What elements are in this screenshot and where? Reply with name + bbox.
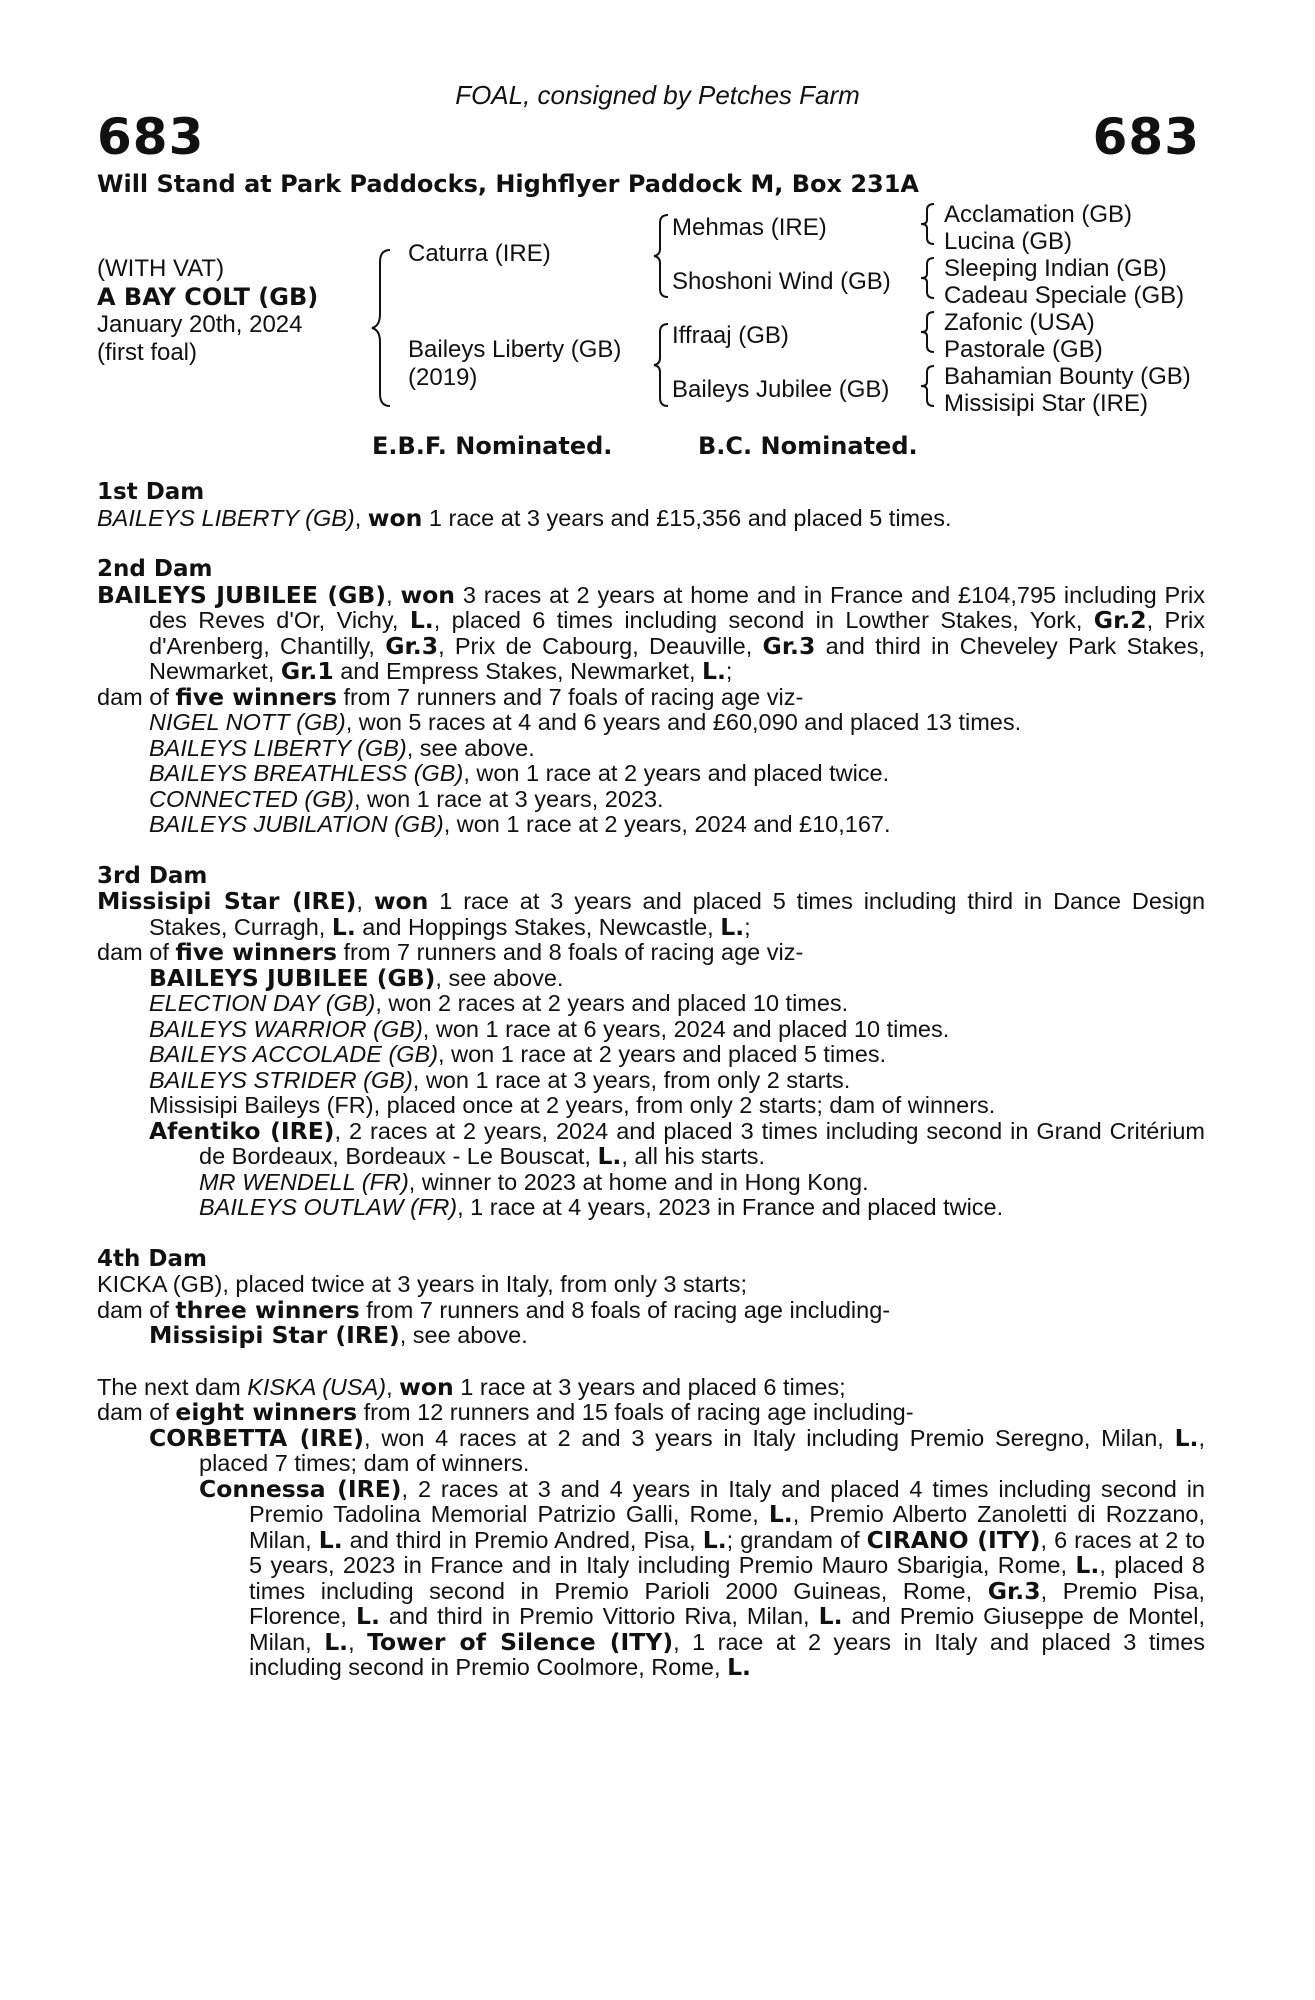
listed-mark: L. (597, 1142, 622, 1170)
sire-sire-sire: Acclamation (GB) (944, 201, 1133, 228)
consignor-line: FOAL, consigned by Petches Farm (455, 80, 860, 110)
text: , 2 races at 2 years, 2024 and placed 3 times including second in Grand Critérium de Bordeaux, Bordeaux - Le Bouscat, (199, 1117, 1205, 1169)
dam-sire: Iffraaj (GB) (672, 322, 789, 349)
won-label: won (373, 887, 429, 915)
dam-dam-dam: Missisipi Star (IRE) (944, 390, 1149, 417)
second-dam-record: BAILEYS JUBILEE (GB), won 3 races at 2 years at home and in France and £104,795 including Prix des Reves d'Or, Vichy, L., placed 6 times including second in Lowther Stakes, York, Gr.2, Prix d'Arenberg, Chantilly, Gr.3, Prix de Cabourg, Deauville, Gr.3 and third in Cheveley Park Stakes, Newmarket, Gr.1 and Empress Stakes, Newmarket, L.; (97, 580, 1206, 685)
dam-dam: Baileys Jubilee (GB) (672, 376, 890, 403)
text: , won 1 race at 3 years, from only 2 starts. (412, 1066, 851, 1093)
produce-item (97, 1423, 1205, 1477)
horse-name: BAILEYS JUBILATION (GB) (149, 811, 444, 837)
listed-mark: L. (768, 1500, 793, 1528)
foal-info (97, 255, 318, 367)
horse-name: BAILEYS JUBILEE (GB) (149, 963, 436, 992)
won-label: won (399, 1372, 454, 1401)
dam-year: (2019) (408, 364, 478, 391)
produce-item (97, 1323, 1205, 1349)
horse-name: BAILEYS WARRIOR (GB) (149, 1015, 423, 1042)
text: dam of (97, 939, 176, 965)
text: , see above. (406, 734, 535, 761)
winners-count: five winners (175, 938, 337, 966)
pedigree-brace-g3-4 (918, 364, 938, 408)
text: , placed 8 times including second in Premio Parioli 2000 Guineas, Rome, (249, 1552, 1205, 1604)
second-dam-name: BAILEYS JUBILEE (GB) (97, 580, 387, 609)
text: from 7 runners and 8 foals of racing age including- (359, 1296, 891, 1323)
listed-mark: L. (1075, 1551, 1100, 1579)
pedigree-brace-main (368, 248, 398, 408)
text: , 2 races at 3 and 4 years in Italy and placed 4 times including second in Premio Tadolina Memorial Patrizio Galli, Rome, (249, 1475, 1205, 1527)
foal-note: (first foal) (97, 339, 198, 366)
text: , (348, 1628, 368, 1655)
text: , placed 6 times including second in Lowther Stakes, York, (433, 607, 1094, 633)
fourth-dam-record: KICKA (GB), placed twice at 3 years in Italy, from only 3 starts; (97, 1271, 747, 1297)
produce-item (97, 710, 1205, 736)
listed-mark: L. (318, 1525, 343, 1554)
horse-name: Missisipi Star (IRE) (149, 1321, 400, 1349)
text: dam of (97, 683, 176, 710)
text: and third in Premio Vittorio Riva, Milan, (379, 1603, 819, 1629)
won-label: won (367, 503, 423, 532)
listed-mark: L. (720, 912, 745, 941)
text: , won 5 races at 4 and 6 years and £60,090 and placed 13 times. (345, 709, 1022, 735)
winners-count: eight winners (175, 1398, 358, 1426)
first-dam-heading: 1st Dam (97, 479, 205, 505)
horse-name: BAILEYS OUTLAW (FR) (199, 1194, 458, 1220)
listed-mark: L. (702, 1525, 727, 1554)
lot-number-left: 683 (97, 108, 205, 166)
text: and third in Cheveley Park Stakes, Newmarket, (149, 632, 1205, 684)
text: , won 2 races at 2 years and placed 10 times. (375, 990, 849, 1016)
sire-dam-sire: Sleeping Indian (GB) (944, 255, 1167, 282)
sire-sire-dam: Lucina (GB) (944, 228, 1073, 255)
dam-sire-sire: Zafonic (USA) (944, 309, 1095, 336)
horse-name: ELECTION DAY (GB) (149, 990, 376, 1016)
listed-mark: L. (331, 912, 356, 941)
third-dam-record: Missisipi Star (IRE), won 1 race at 3 years and placed 5 times including third in Dance Design Stakes, Curragh, L. and Hoppings Stakes, Newcastle, L.; (97, 887, 1206, 941)
text: and Hoppings Stakes, Newcastle, (355, 913, 721, 940)
listed-mark: L. (727, 1653, 751, 1681)
next-dam-name: KISKA (USA) (247, 1373, 387, 1400)
pedigree-brace-g3-2 (918, 256, 938, 300)
text: , placed 7 times; dam of winners. (199, 1424, 1205, 1476)
text: and third in Premio Andred, Pisa, (342, 1526, 703, 1553)
pedigree-brace-g3-3 (918, 310, 938, 354)
winners-count: three winners (175, 1295, 360, 1324)
text: dam of (97, 1399, 176, 1425)
text: , won 1 race at 3 years, 2023. (353, 785, 664, 812)
text: ; (744, 913, 751, 940)
bc-nominated: B.C. Nominated. (698, 432, 918, 460)
produce-item (97, 963, 1205, 992)
produce-item (97, 1017, 1205, 1043)
sire: Caturra (IRE) (408, 240, 551, 267)
third-dam-produce-summary (97, 940, 1205, 966)
listed-mark: L. (409, 606, 434, 634)
horse-name: NIGEL NOTT (GB) (149, 709, 346, 735)
text: ; grandam of (726, 1526, 867, 1553)
next-dam-produce-summary (97, 1400, 1205, 1426)
horse-name: Afentiko (IRE) (149, 1116, 335, 1145)
dam-sire-dam: Pastorale (GB) (944, 336, 1103, 363)
text: , won 4 races at 2 and 3 years in Italy including Premio Seregno, Milan, (364, 1424, 1175, 1451)
horse-name: MR WENDELL (FR) (199, 1168, 409, 1195)
text: from 7 runners and 7 foals of racing age viz- (336, 683, 804, 710)
text: from 12 runners and 15 foals of racing age including- (357, 1399, 914, 1425)
grand-produce-item (97, 1170, 1205, 1196)
dam: Baileys Liberty (GB) (408, 336, 622, 363)
text: , won 1 race at 2 years and placed twice. (463, 760, 890, 786)
horse-name: CIRANO (ITY) (866, 1525, 1041, 1554)
vat-note: (WITH VAT) (97, 255, 225, 282)
third-dam-name: Missisipi Star (IRE) (97, 887, 357, 915)
produce-item (97, 1042, 1205, 1068)
fourth-dam-produce-summary (97, 1295, 1205, 1324)
horse-name: BAILEYS LIBERTY (GB) (149, 734, 407, 761)
text: , winner to 2023 at home and in Hong Kong. (408, 1168, 869, 1195)
produce-item (97, 736, 1205, 762)
pedigree-brace-sire (650, 213, 672, 299)
group-mark: Gr.3 (987, 1576, 1041, 1605)
text: and Premio Giuseppe de Montel, Milan, (249, 1603, 1206, 1655)
pedigree-brace-dam (650, 322, 672, 408)
group-mark: Gr.2 (1093, 606, 1147, 634)
text: , 1 race at 4 years, 2023 in France and placed twice. (457, 1194, 1004, 1220)
horse-name: BAILEYS BREATHLESS (GB) (149, 760, 464, 786)
group-mark: Gr.1 (280, 657, 334, 685)
first-dam-text: 1 race at 3 years and £15,356 and placed 5 times. (422, 504, 952, 531)
horse-name: Tower of Silence (ITY) (367, 1627, 674, 1656)
winners-count: five winners (175, 682, 337, 711)
horse-name: BAILEYS ACCOLADE (GB) (149, 1041, 439, 1067)
text: , Prix d'Arenberg, Chantilly, (149, 607, 1206, 659)
grand-produce-item (97, 1195, 1205, 1221)
text: , won 1 race at 2 years and placed 5 times. (438, 1041, 887, 1067)
first-dam-line: BAILEYS LIBERTY (GB), won 1 race at 3 years and £15,356 and placed 5 times. (97, 503, 952, 532)
pedigree-brace-g3-1 (918, 202, 938, 246)
text: , Prix de Cabourg, Deauville, (438, 632, 763, 659)
text: 1 race at 3 years and placed 6 times; (453, 1373, 846, 1400)
text: , won 1 race at 6 years, 2024 and placed 10 times. (422, 1015, 950, 1042)
text: , Premio Alberto Zanoletti di Rozzano, Milan, (249, 1501, 1205, 1553)
foal-dob: January 20th, 2024 (97, 311, 303, 338)
produce-item: Missisipi Baileys (FR), placed once at 2 years, from only 2 starts; dam of winners. (149, 1092, 996, 1118)
second-dam-heading: 2nd Dam (97, 556, 213, 582)
text: , Premio Pisa, Florence, (249, 1577, 1205, 1629)
listed-mark: L. (818, 1602, 843, 1630)
catalogue-body (97, 480, 1205, 1681)
fourth-dam-heading: 4th Dam (97, 1245, 207, 1272)
sire-dam: Shoshoni Wind (GB) (672, 268, 891, 295)
horse-name: BAILEYS STRIDER (GB) (149, 1066, 413, 1093)
text: , 6 races at 2 to 5 years, 2023 in France and in Italy including Premio Mauro Sbarigia, Rome, (249, 1526, 1206, 1578)
text: , won 1 race at 2 years, 2024 and £10,167. (443, 811, 891, 837)
horse-name: CORBETTA (IRE) (149, 1423, 365, 1452)
listed-mark: L. (355, 1602, 380, 1630)
listed-mark: L. (1174, 1423, 1199, 1452)
sire-sire: Mehmas (IRE) (672, 214, 827, 241)
lot-number-right: 683 (1092, 108, 1200, 166)
text: 1 race at 3 years and placed 5 times including third in Dance Design Stakes, Curragh, (149, 888, 1206, 940)
produce-item (97, 991, 1205, 1017)
text: ; (725, 658, 733, 684)
grand-produce-item (97, 1474, 1206, 1681)
produce-item (97, 787, 1205, 813)
text: dam of (97, 1296, 176, 1323)
listed-mark: L. (324, 1627, 349, 1656)
group-mark: Gr.3 (385, 631, 439, 660)
produce-item (97, 1068, 1205, 1094)
text: from 7 runners and 8 foals of racing age viz- (336, 939, 804, 965)
listed-mark: L. (702, 657, 726, 685)
dam-dam-sire: Bahamian Bounty (GB) (944, 363, 1191, 390)
text: , all his starts. (621, 1143, 766, 1169)
second-dam-produce-summary (97, 682, 1205, 711)
produce-item (97, 761, 1205, 787)
text: , see above. (399, 1322, 528, 1348)
text: and Empress Stakes, Newmarket, (333, 658, 703, 684)
ebf-nominated: E.B.F. Nominated. (372, 432, 613, 460)
third-dam-heading: 3rd Dam (97, 862, 208, 889)
produce-item (97, 812, 1205, 838)
sire-dam-dam: Cadeau Speciale (GB) (944, 282, 1185, 309)
text: , 1 race at 2 years in Italy and placed 3 times including second in Premio Coolmore, Rome, (249, 1628, 1206, 1680)
horse-name: CONNECTED (GB) (149, 785, 354, 812)
foal-name: A BAY COLT (GB) (97, 283, 319, 311)
text: 3 races at 2 years at home and in France and £104,795 including Prix des Reves d'Or, Vichy, (149, 581, 1205, 633)
horse-name: Connessa (IRE) (199, 1474, 402, 1503)
grand-produce-item (97, 1116, 1205, 1170)
text: , see above. (435, 964, 564, 991)
next-dam-record: The next dam KISKA (USA), won 1 race at 3 years and placed 6 times; (97, 1372, 846, 1401)
won-label: won (400, 580, 456, 609)
group-mark: Gr.3 (762, 631, 816, 660)
first-dam-name: BAILEYS LIBERTY (GB) (97, 504, 355, 531)
text: The next dam (97, 1373, 248, 1400)
stand-location: Will Stand at Park Paddocks, Highflyer Paddock M, Box 231A (97, 170, 919, 198)
